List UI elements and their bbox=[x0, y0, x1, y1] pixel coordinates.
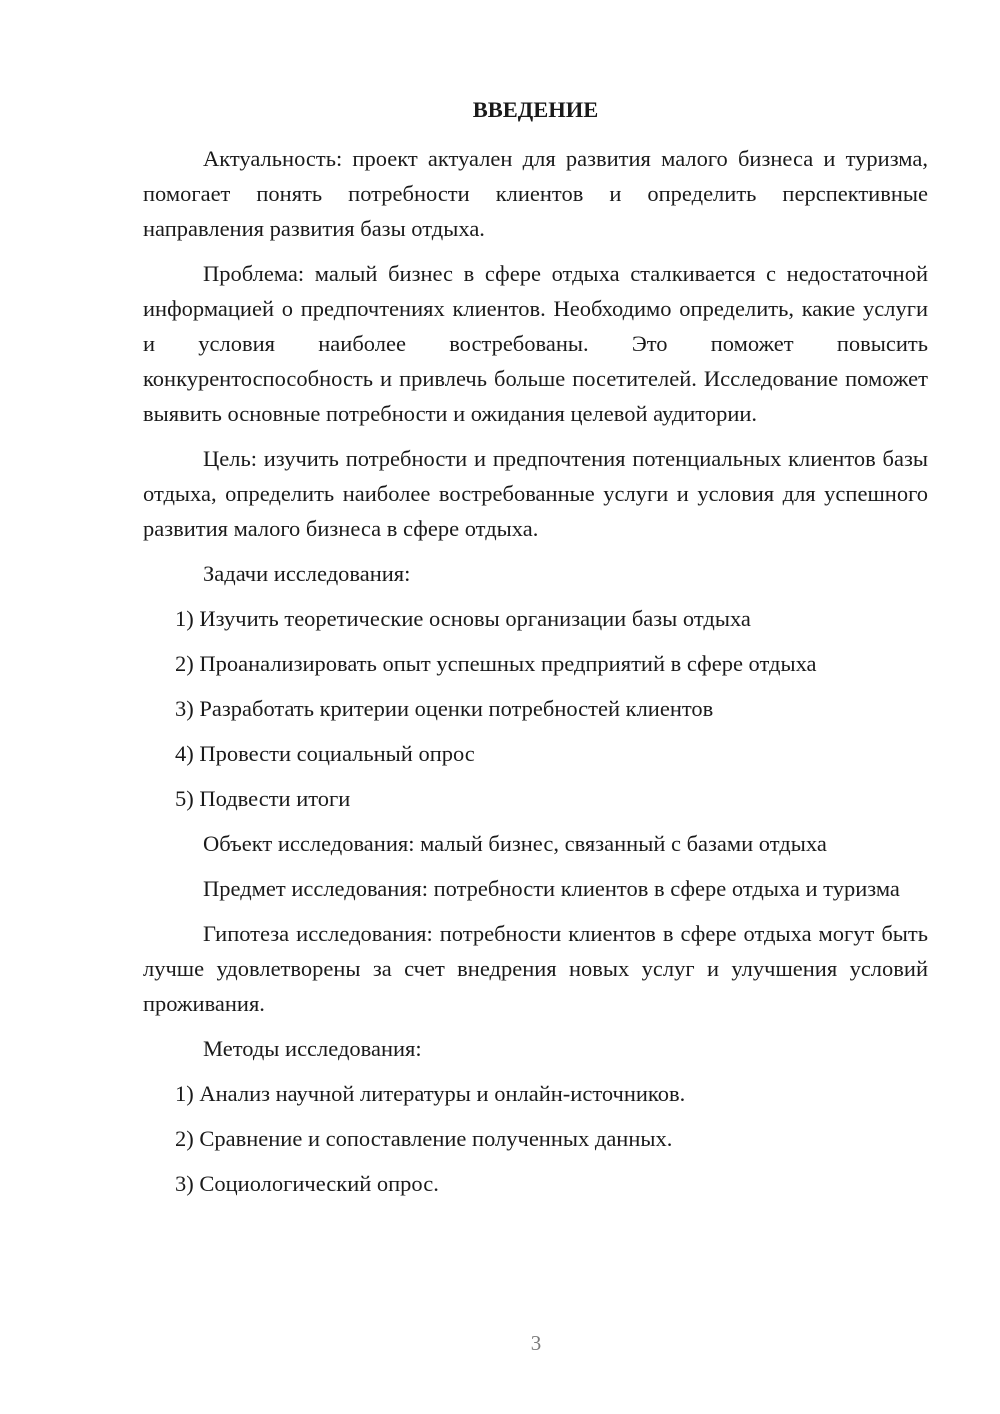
hypothesis-paragraph: Гипотеза исследования: потребности клиентов в сфере отдыха могут быть лучше удовлетворены за счет внедрения новых услуг и улучшения условий проживания. bbox=[143, 921, 928, 1016]
relevance-paragraph: Актуальность: проект актуален для развития малого бизнеса и туризма, помогает понять потребности клиентов и определить перспективные направления развития базы отдыха. bbox=[143, 146, 928, 241]
tasks-heading: Задачи исследования: bbox=[203, 561, 411, 586]
task-item: 3) Разработать критерии оценки потребностей клиентов bbox=[175, 696, 714, 721]
task-item: 4) Провести социальный опрос bbox=[175, 741, 475, 766]
problem-paragraph: Проблема: малый бизнес в сфере отдыха сталкивается с недостаточной информацией о предпочтениях клиентов. Необходимо определить, какие услуги и условия наиболее востребованы. Это поможет повысить конкурентоспособность и привлечь больше посетителей. Исследование поможет выявить основные потребности и ожидания целевой аудитории. bbox=[143, 261, 928, 426]
object-paragraph: Объект исследования: малый бизнес, связанный с базами отдыха bbox=[203, 831, 827, 856]
method-item: 1) Анализ научной литературы и онлайн-источников. bbox=[175, 1081, 686, 1106]
page-content bbox=[143, 92, 928, 1211]
methods-list bbox=[143, 1076, 928, 1201]
method-item: 2) Сравнение и сопоставление полученных данных. bbox=[175, 1126, 673, 1151]
page-number: 3 bbox=[530, 1331, 542, 1355]
task-item: 5) Подвести итоги bbox=[175, 786, 351, 811]
methods-heading: Методы исследования: bbox=[203, 1036, 422, 1061]
page-title: ВВЕДЕНИЕ bbox=[472, 97, 599, 122]
method-item: 3) Социологический опрос. bbox=[175, 1171, 439, 1196]
goal-paragraph: Цель: изучить потребности и предпочтения потенциальных клиентов базы отдыха, определить наиболее востребованные услуги и условия для успешного развития малого бизнеса в сфере отдыха. bbox=[143, 446, 928, 541]
task-item: 2) Проанализировать опыт успешных предприятий в сфере отдыха bbox=[175, 651, 817, 676]
tasks-list bbox=[143, 601, 928, 816]
task-item: 1) Изучить теоретические основы организации базы отдыха bbox=[175, 606, 751, 631]
subject-paragraph: Предмет исследования: потребности клиентов в сфере отдыха и туризма bbox=[203, 876, 900, 901]
